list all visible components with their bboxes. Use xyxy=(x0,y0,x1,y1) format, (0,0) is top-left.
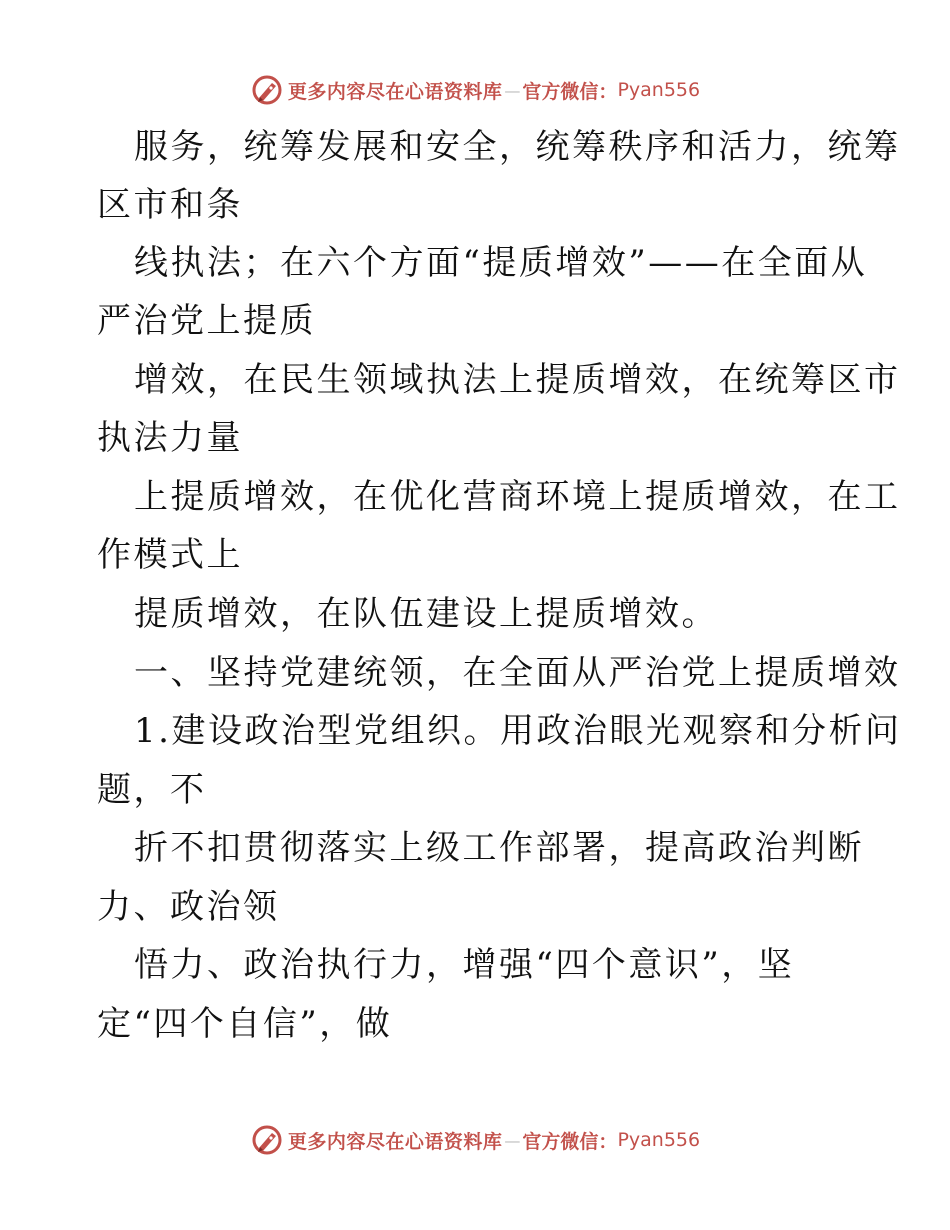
text-line: 严治党上提质 xyxy=(97,301,316,341)
text-line: 定“四个自信”，做 xyxy=(97,1004,393,1044)
text-line: 服务，统筹发展和安全，统筹秩序和活力，统筹 xyxy=(134,127,901,167)
text-line: 增效，在民生领域执法上提质增效，在统筹区市 xyxy=(134,360,901,400)
watermark-label: 官方微信： xyxy=(522,80,618,103)
pen-logo-icon xyxy=(250,1123,284,1157)
watermark-brand: 更多内容尽在心语资料库 xyxy=(287,80,503,103)
text-line: 上提质增效，在优化营商环境上提质增效，在工 xyxy=(134,477,901,517)
text-line: 执法力量 xyxy=(97,418,243,458)
section-heading: 一、坚持党建统领，在全面从严治党上提质增效 xyxy=(134,653,901,693)
footer-watermark xyxy=(0,1120,950,1160)
text-line: 作模式上 xyxy=(97,535,243,575)
watermark-id: Pyan556 xyxy=(617,79,701,101)
watermark-id: Pyan556 xyxy=(617,1129,701,1151)
pen-logo-icon xyxy=(250,73,284,107)
text-line: 1.建设政治型党组织。用政治眼光观察和分析问 xyxy=(134,711,902,751)
watermark-brand: 更多内容尽在心语资料库 xyxy=(287,1130,503,1153)
text-line: 区市和条 xyxy=(97,185,243,225)
watermark-label: 官方微信： xyxy=(522,1130,618,1153)
text-line: 线执法；在六个方面“提质增效”——在全面从 xyxy=(134,243,868,283)
watermark-dash: — xyxy=(504,1130,521,1150)
text-line: 力、政治领 xyxy=(97,887,280,927)
text-line: 提质增效，在队伍建设上提质增效。 xyxy=(134,594,718,634)
header-watermark xyxy=(0,70,950,110)
watermark-dash: — xyxy=(504,80,521,100)
text-line: 悟力、政治执行力，增强“四个意识”，坚 xyxy=(134,945,795,985)
text-line: 题，不 xyxy=(97,770,207,810)
text-line: 折不扣贯彻落实上级工作部署，提高政治判断 xyxy=(134,828,864,868)
